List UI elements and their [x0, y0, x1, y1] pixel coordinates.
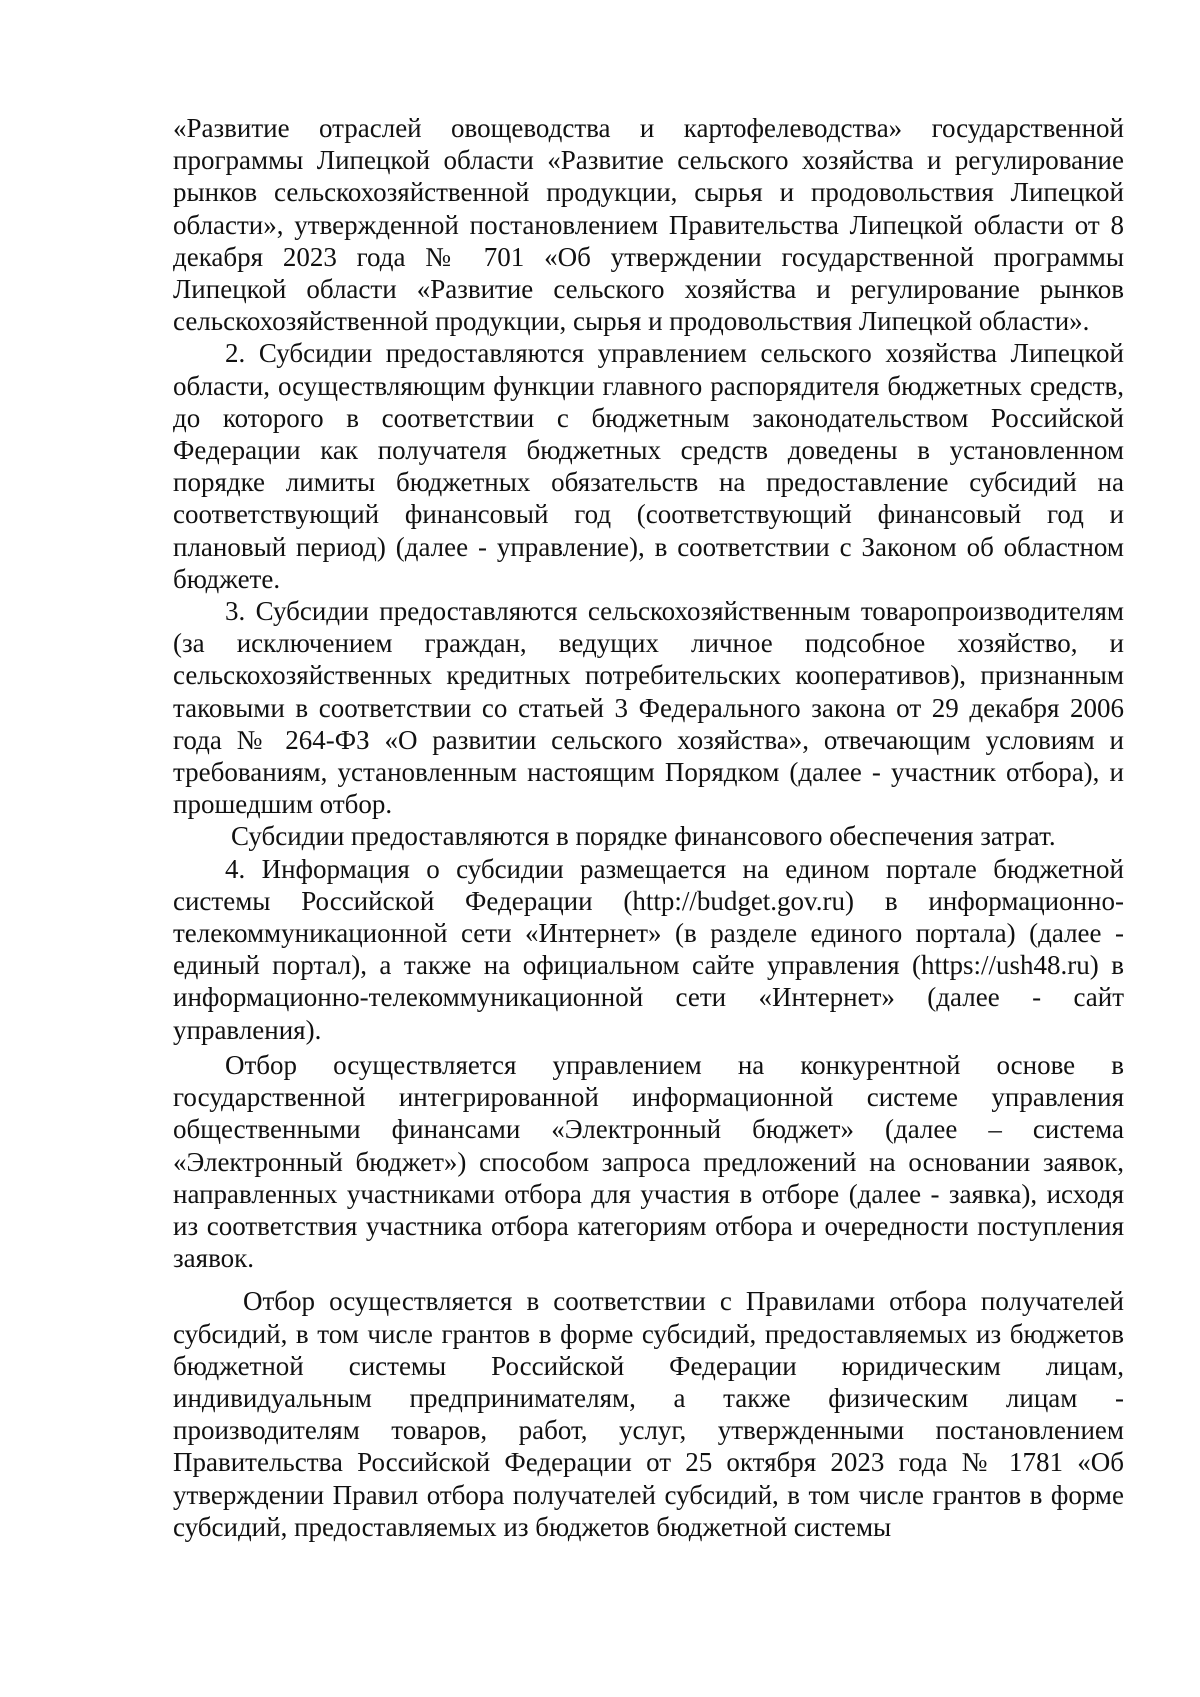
paragraph-selection: Отбор осуществляется управлением на конкурентной основе в государственной интегрированной информационной системе управления общественными финансами «Электронный бюджет» (далее – система «Электронный бюджет») способом запроса предложений на основании заявок, направленных участниками отбора для участия в отборе (далее - заявка), исходя из соответствия участника отбора категориям отбора и очередности поступления заявок. [173, 1049, 1124, 1274]
paragraph-item-4: 4. Информация о субсидии размещается на едином портале бюджетной системы Российской Федерации (http://budget.gov.ru) в информационно-телекоммуникационной сети «Интернет» (в разделе единого портала) (далее - единый портал), а также на официальном сайте управления (https://ush48.ru) в информационно-телекоммуникационной сети «Интернет» (далее - сайт управления). [173, 853, 1124, 1045]
document-page [173, 112, 1124, 1543]
paragraph-program-continuation: «Развитие отраслей овощеводства и картофелеводства» государственной программы Липецкой области «Развитие сельского хозяйства и регулирование рынков сельскохозяйственной продукции, сырья и продовольствия Липецкой области», утвержденной постановлением Правительства Липецкой области от 8 декабря 2023 года № 701 «Об утверждении государственной программы Липецкой области «Развитие сельского хозяйства и регулирование рынков сельскохозяйственной продукции, сырья и продовольствия Липецкой области». [173, 113, 1124, 337]
paragraph-financing: Субсидии предоставляются в порядке финансового обеспечения затрат. [231, 821, 1056, 852]
paragraph-item-3: 3. Субсидии предоставляются сельскохозяйственным товаропроизводителям (за исключением граждан, ведущих личное подсобное хозяйство, и сельскохозяйственных кредитных потребительских кооперативов), признанным таковыми в соответствии со статьей 3 Федерального закона от 29 декабря 2006 года № 264-ФЗ «О развитии сельского хозяйства», отвечающим условиям и требованиям, установленным настоящим Порядком (далее - участник отбора), и прошедшим отбор. [173, 596, 1124, 820]
paragraph-item-2: 2. Субсидии предоставляются управлением сельского хозяйства Липецкой области, осуществляющим функции главного распорядителя бюджетных средств, до которого в соответствии с бюджетным законодательством Российской Федерации как получателя бюджетных средств доведены в установленном порядке лимиты бюджетных обязательств на предоставление субсидий на соответствующий финансовый год (соответствующий финансовый год и плановый период) (далее - управление), в соответствии с Законом об областном бюджете. [173, 338, 1124, 594]
paragraph-selection-rules: Отбор осуществляется в соответствии с Правилами отбора получателей субсидий, в том числе грантов в форме субсидий, предоставляемых из бюджетов бюджетной системы Российской Федерации юридическим лицам, индивидуальным предпринимателям, а также физическим лицам - производителям товаров, работ, услуг, утвержденными постановлением Правительства Российской Федерации от 25 октября 2023 года № 1781 «Об утверждении Правил отбора получателей субсидий, в том числе грантов в форме субсидий, предоставляемых из бюджетов бюджетной системы [173, 1286, 1124, 1542]
